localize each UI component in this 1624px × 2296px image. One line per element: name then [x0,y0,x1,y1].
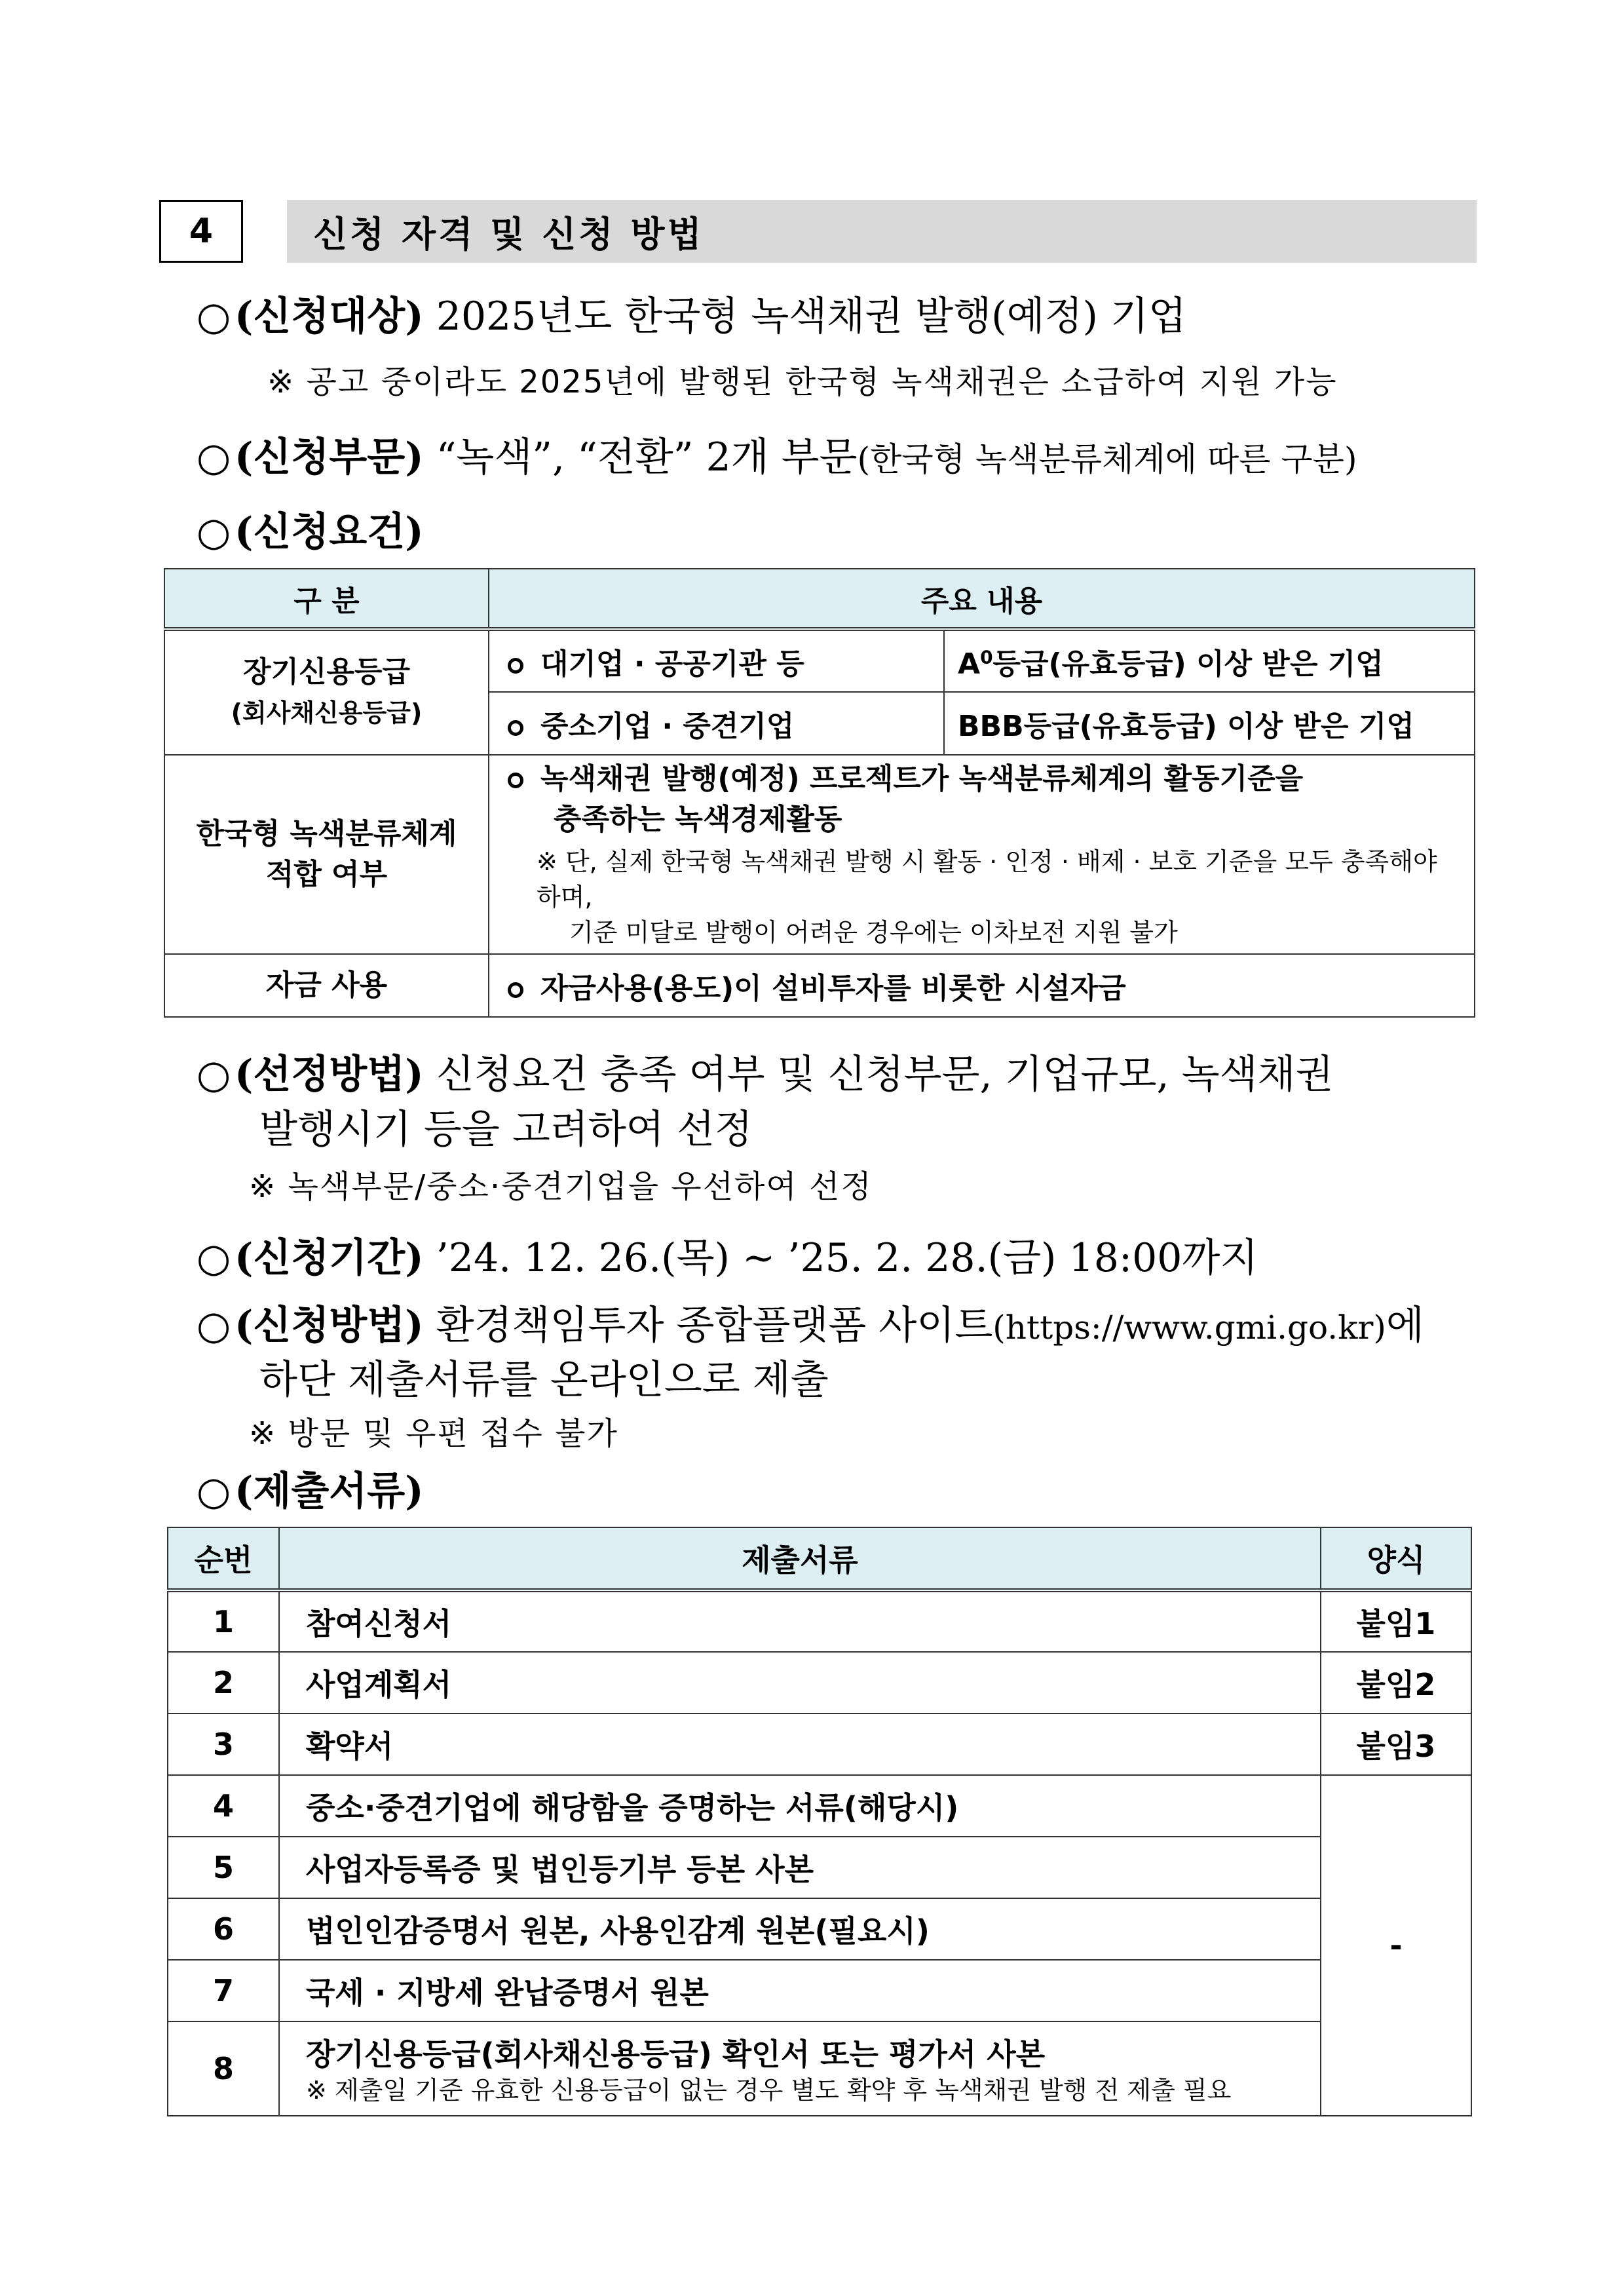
doc-form: 붙임1 [1321,1590,1471,1652]
taxonomy-category [164,755,489,954]
table-row [168,1960,1471,2021]
bullet-body-line2: 발행시기 등을 고려하여 선정 [259,1107,753,1153]
doc-name: 사업계획서 [279,1652,1321,1713]
credit-type: 중소기업 · 중견기업 [540,710,795,743]
bullet-head: (신청방법) [235,1303,424,1349]
taxonomy-category-line1: 한국형 녹색분류체계 [196,817,457,851]
header-form: 양식 [1321,1527,1471,1590]
doc-name: 참여신청서 [279,1590,1321,1652]
doc-form-merged: - [1321,1775,1471,2116]
note-method [249,1412,618,1455]
header-category: 구 분 [164,569,489,629]
requirements-table [164,568,1475,1018]
note-text: 방문 및 우편 접수 불가 [288,1415,618,1452]
doc-number: 3 [168,1713,279,1775]
doc-form: 붙임3 [1321,1713,1471,1775]
bullet-documents [197,1465,424,1518]
table-row [164,629,1475,692]
taxonomy-note-line2: 기준 미달로 발행이 어려운 경우에는 이차보전 지원 불가 [569,918,1178,947]
note-applicant [267,360,1338,404]
bullet-circle-icon: ○ [197,434,231,480]
table-header-row [164,569,1475,629]
bullet-body-line1: 환경책임투자 종합플랫폼 사이트 [436,1303,993,1349]
bullet-head: (신청요건) [235,509,424,555]
bullet-applicant [197,290,1186,343]
doc-number: 2 [168,1652,279,1713]
bullet-requirements [197,506,424,558]
credit-type-cell [489,692,944,755]
bullet-head: (신청대상) [235,294,424,339]
doc-number: 8 [168,2021,279,2116]
bullet-head: (제출서류) [235,1468,424,1514]
bullet-circle-icon: ○ [197,1235,231,1281]
credit-category-sub: (회사채신용등급) [231,698,423,727]
credit-category-label: 장기신용등급 [242,655,411,689]
doc-number: 4 [168,1775,279,1837]
taxonomy-content [489,755,1475,954]
bullet-dot-icon [508,720,523,736]
bullet-selection [197,1048,1333,1101]
credit-category [164,629,489,755]
bullet-body: 2025년도 한국형 녹색채권 발행(예정) 기업 [436,294,1186,339]
taxonomy-content-line2: 충족하는 녹색경제활동 [554,803,842,836]
grade-rest: 등급(유효등급) 이상 받은 기업 [992,647,1384,681]
taxonomy-note-line1: ※ 단, 실제 한국형 녹색채권 발행 시 활동 · 인정 · 배제 · 보호 기준을 모두 충족해야 하며, [537,847,1437,911]
bullet-dot-icon [508,773,523,788]
bullet-head: (선정방법) [235,1052,424,1098]
table-row [168,1590,1471,1652]
bullet-body: ’24. 12. 26.(목) ~ ’25. 2. 28.(금) 18:00까지 [436,1235,1258,1281]
section-title: 신청 자격 및 신청 방법 [287,200,1477,263]
bullet-dot-icon [508,982,523,998]
bullet-body-line1: 신청요건 충족 여부 및 신청부문, 기업규모, 녹색채권 [436,1052,1334,1098]
note-mark-icon: ※ [249,1168,277,1205]
note-text: 공고 중이라도 2025년에 발행된 한국형 녹색채권은 소급하여 지원 가능 [306,364,1338,400]
doc-name: 법인인감증명서 원본, 사용인감계 원본(필요시) [279,1898,1321,1960]
section-number: 4 [159,200,243,263]
table-row [168,1898,1471,1960]
documents-table [167,1527,1472,2116]
doc-name: 사업자등록증 및 법인등기부 등본 사본 [279,1837,1321,1898]
doc-name-cell [279,2021,1321,2116]
table-row [168,1713,1471,1775]
bullet-category [197,431,1357,486]
doc-number: 7 [168,1960,279,2021]
credit-type-cell [489,629,944,692]
credit-type: 대기업 · 공공기관 등 [540,647,804,681]
site-url: (https://www.gmi.go.kr) [992,1309,1386,1347]
grade-base: A [958,647,981,681]
bullet-circle-icon: ○ [197,509,231,555]
table-row [168,1775,1471,1837]
bullet-circle-icon: ○ [197,1303,231,1349]
funds-content: 자금사용(용도)이 설비투자를 비롯한 시설자금 [489,954,1475,1017]
doc-name: 국세 · 지방세 완납증명서 원본 [279,1960,1321,2021]
credit-grade-cell: BBB등급(유효등급) 이상 받은 기업 [944,692,1475,755]
bullet-body-line2: 하단 제출서류를 온라인으로 제출 [259,1357,829,1403]
bullet-circle-icon: ○ [197,294,231,339]
bullet-head: (신청기간) [235,1235,424,1281]
note-mark-icon: ※ [249,1415,277,1452]
bullet-method [197,1299,1424,1354]
bullet-body: “녹색”, “전환” 2개 부문 [436,434,858,480]
doc-number: 1 [168,1590,279,1652]
doc-number: 6 [168,1898,279,1960]
table-header-row [168,1527,1471,1590]
taxonomy-content-line1: 녹색채권 발행(예정) 프로젝트가 녹색분류체계의 활동기준을 [508,759,1456,799]
table-row [164,954,1475,1017]
bullet-head: (신청부문) [235,434,424,480]
header-document: 제출서류 [279,1527,1321,1590]
bullet-period [197,1232,1258,1284]
funds-category: 자금 사용 [164,954,489,1017]
table-row [168,1652,1471,1713]
doc-name: 확약서 [279,1713,1321,1775]
header-content: 주요 내용 [489,569,1475,629]
bullet-circle-icon: ○ [197,1468,231,1514]
bullet-dot-icon [508,658,523,674]
note-selection [249,1165,873,1208]
bullet-tail: (한국형 녹색분류체계에 따른 구분) [857,440,1357,478]
credit-grade-cell [944,629,1475,692]
table-row [164,755,1475,954]
note-mark-icon: ※ [267,364,295,400]
doc-note: ※ 제출일 기준 유효한 신용등급이 없는 경우 별도 확약 후 녹색채권 발행 전 제출 필요 [306,2076,1232,2105]
taxonomy-category-line2: 적합 여부 [265,858,388,891]
bullet-suffix: 에 [1386,1303,1424,1349]
doc-name: 장기신용등급(회사채신용등급) 확인서 또는 평가서 사본 [306,2037,1046,2072]
doc-form: 붙임2 [1321,1652,1471,1713]
header-number: 순번 [168,1527,279,1590]
grade-sup: 0 [980,646,993,668]
doc-number: 5 [168,1837,279,1898]
bullet-circle-icon: ○ [197,1052,231,1098]
table-row [168,1837,1471,1898]
note-text: 녹색부문/중소·중견기업을 우선하여 선정 [288,1168,873,1205]
table-row [168,2021,1471,2116]
doc-name: 중소·중견기업에 해당함을 증명하는 서류(해당시) [279,1775,1321,1837]
